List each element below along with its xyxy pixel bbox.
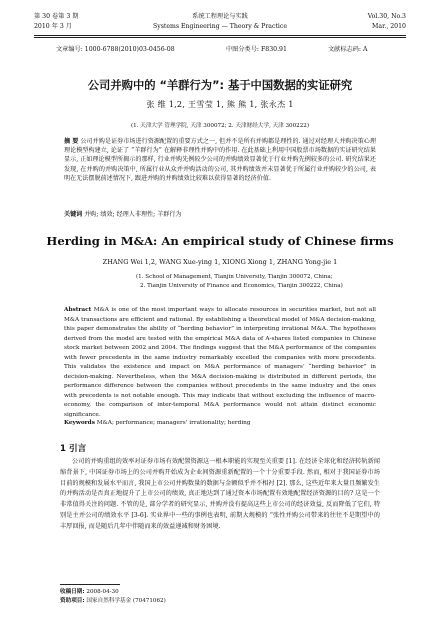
header-rule-top bbox=[34, 35, 406, 36]
keywords-cn bbox=[64, 209, 376, 218]
paper-title-en: Herding in M&A: An empirical study of Chinese firms bbox=[46, 234, 394, 248]
footnote bbox=[60, 588, 380, 605]
funding bbox=[60, 597, 380, 606]
affiliation-en bbox=[136, 273, 380, 290]
article-id: 文章编号: 1000-6788(2010)03-0456-08 bbox=[56, 46, 175, 53]
journal-name-en: Systems Engineering — Theory & Practice bbox=[152, 23, 288, 30]
received-value: 2008-04-30 bbox=[86, 589, 119, 595]
affiliation-en-line-2: 2. Tianjin University of Finance and Economics, Tianjin 300222, China) bbox=[140, 282, 343, 289]
keywords-cn-text: 并购; 绩效; 经理人非理性; 羊群行为 bbox=[84, 211, 182, 218]
abstract-cn-text: 公司并购是证券市场进行资源配置的重要方式之一, 但并不是所有并购都是理性的. 通过对经理人并购决策心理理论模型构建立, 论证了 “羊群行为” 在解释非理性并购中的作用. 在此基础上利用中国股票市场数据的实证研究结果显示, 正如理论模型所揭示的那样, 行业并购先例较少公司的并购绩效显著优于行业并购先例较多的公司. 研究结果还发现, 在并购的并购决策中, 所属行业从众并并购活动的公司, 其并购绩效并未显著优于所属行业并购较少的公司, 表明在无法摆脱前述情况下, 跟进并购的并购绩效比较难以获得显著的经济价值. bbox=[64, 138, 376, 182]
keywords-en-text: M&A; performance; managers’ irrationality; herding bbox=[96, 420, 251, 426]
footnote-rule bbox=[60, 584, 120, 585]
keywords-en bbox=[64, 420, 376, 426]
date-en: Mar., 2010 bbox=[372, 23, 406, 30]
received-date bbox=[60, 588, 380, 597]
keywords-en-label: Keywords bbox=[64, 420, 95, 426]
introduction-paragraph: 公司的并购重组的效率对证券市场有效配置资源这一根本职能的实现至关重要 [1]. 在经济全球化和经济转轨新闻缩背景下, 中国证券市场上的公司并购开始成为企业间资源重新配置的一个十分重要手段. 然而, 相对于我国证券市场目前的规模和发展水平而言, 我国上市公司并购数量的数据与金额似乎并不相衬 [2]. 那么, 这些近年来大量且频繁发生的并购活动是否真正地提升了上市公司的绩效, 真正地达到了通过资本市场配置有效地配置经济资源的目的? 这是一个非常值得关注的问题. 不管的是, 部分学者的研究显示, 并购并没有提高这些上市公司的经济效益, 反而降低了它们, 特别是主并公司的绩效水平 [3-6]. 实业界中一些的事例也表明, 前期大规模的 “张性并购公司带来的往往不是期望中的丰厚回报, 而是随后几年中伴随而来的效益递减和财务困境. bbox=[60, 458, 380, 530]
affiliation-cn: (1. 天津大学 管理学院, 天津 300072; 2. 天津财经大学, 天津 300222) bbox=[130, 123, 310, 129]
header-rule-bottom bbox=[34, 37, 406, 38]
section-heading-introduction: 1 引言 bbox=[60, 444, 87, 454]
funding-value: 国家自然科学基金 (70471062) bbox=[86, 597, 166, 604]
volume-number: Vol.30, No.3 bbox=[367, 13, 406, 20]
abstract-cn-label: 摘 要 bbox=[64, 138, 79, 145]
authors-cn: 张 维 1,2, 王雪莹 1, 熊 熊 1, 张永杰 1 bbox=[146, 99, 294, 109]
abstract-cn bbox=[64, 137, 376, 183]
abstract-en-label: Abstract bbox=[64, 307, 92, 313]
authors-en: ZHANG Wei 1,2, WANG Xue-ying 1, XIONG Xiong 1, ZHANG Yong-jie 1 bbox=[102, 258, 338, 266]
abstract-en-text: M&A is one of the most important ways to allocate resources in securities market, but not all M&A transactions are efficient and rational. By establishing a theoretical model of M&A decision-making, this paper demonstrates the ability of “herding behavior” in interpreting irrational M&A. The hypotheses derived from the model are tested with the empirical M&A data of A-shares listed companies in Chinese stock market between 2002 and 2004. The findings suggest that the M&A performance of the companies with fewer precedents in the same industry remarkably excelled the companies with more precedents. This validates the existence and impact on M&A performance of managers’ “herding behavior” in decision-making. Nevertheless, when the M&A decision-making is distributed in different periods, the performance difference between the companies without precedents in the same industry and the ones with precedents is not notable enough. This may indicate that without excluding the influence of macro-economy, the comparison of inter-temporal M&A performance would not attain distinct economic significance. bbox=[64, 307, 377, 418]
journal-name-cn: 系统工程理论与实践 bbox=[192, 13, 248, 20]
date-cn: 2010 年 3 月 bbox=[34, 23, 72, 30]
issue-cn: 第 30 卷第 3 期 bbox=[34, 13, 79, 20]
keywords-cn-label: 关键词 bbox=[64, 211, 83, 218]
clc-number: 中图分类号: F830.91 bbox=[226, 46, 287, 53]
abstract-en bbox=[64, 306, 376, 420]
funding-label: 资助项目: bbox=[60, 597, 85, 604]
paper-title-cn: 公司并购中的 “羊群行为”: 基于中国数据的实证研究 bbox=[87, 79, 353, 92]
received-label: 收稿日期: bbox=[60, 589, 85, 595]
affiliation-en-line-1: (1. School of Management, Tianjin University, Tianjin 300072, China; bbox=[136, 274, 333, 280]
document-code: 文献标志码: A bbox=[328, 46, 368, 53]
